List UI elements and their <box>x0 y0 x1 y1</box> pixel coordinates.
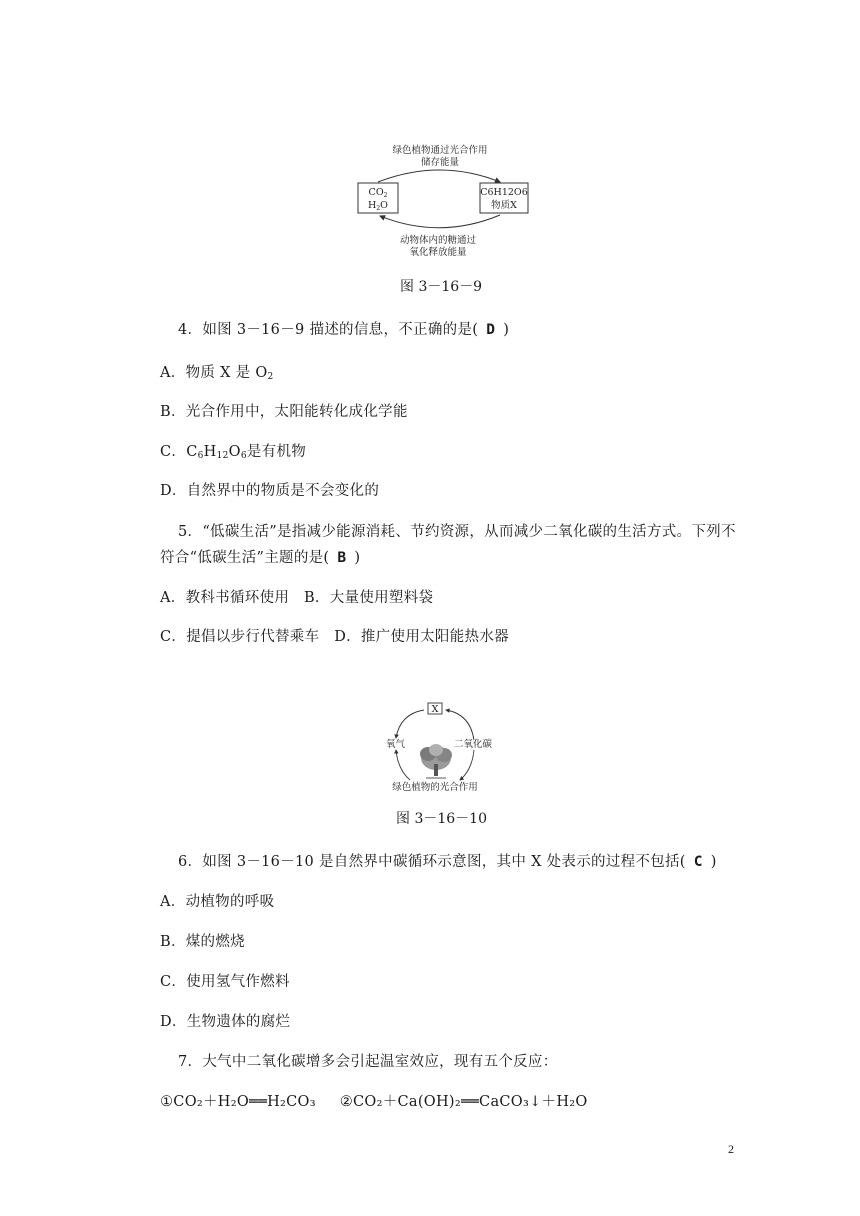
q4-option-b: B．光合作用中，太阳能转化成化学能 <box>160 404 408 420</box>
fig1-top-text-1: 绿色植物通过光合作用 <box>392 145 488 156</box>
fig1-top-arrow <box>378 170 500 182</box>
fig2-arc-bottom-left <box>396 750 410 780</box>
fig2-left-label: 氧气 <box>386 739 406 750</box>
page-number: 2 <box>728 1142 734 1156</box>
answer-q5: B <box>337 550 347 566</box>
question-5-stem-line2: 符合“低碳生活”主题的是( B ) <box>160 550 361 566</box>
fig2-arc-left <box>396 710 424 738</box>
reaction-2: ②CO₂＋Ca(OH)₂══CaCO₃↓＋H₂O <box>339 1094 588 1110</box>
energy-cycle-diagram <box>340 140 540 270</box>
svg-text:CO2: $CO_2$ <box>368 187 388 199</box>
fig2-bottom-label: 绿色植物的光合作用 <box>392 782 478 793</box>
question-5-stem-line1: 5．“低碳生活”是指减少能源消耗、节约资源，从而减少二氧化碳的生活方式。下列不 <box>178 524 736 540</box>
fig2-x-label: X <box>431 704 439 715</box>
q4-option-d: D．自然界中的物质是不会变化的 <box>160 483 380 499</box>
q4-option-a: A．物质 X 是 $O_2$ <box>160 365 274 382</box>
carbon-cycle-diagram <box>370 700 500 800</box>
fig2-arc-right <box>446 710 474 740</box>
fig1-bottom-text-1: 动物体内的糖通过 <box>399 235 477 246</box>
fig1-left-line1: CO <box>368 187 384 198</box>
fig1-right-line2: 物质X <box>491 200 517 211</box>
fig1-right-line1: C6H12O6 <box>480 187 528 198</box>
q6-option-c: C．使用氢气作燃料 <box>160 974 290 990</box>
q6-option-d: D．生物遗体的腐烂 <box>160 1014 291 1030</box>
fig1-bottom-text-2: 氧化释放能量 <box>409 247 467 258</box>
figure-caption-1: 图 3－16－9 <box>400 279 483 295</box>
fig1-bottom-arrow <box>380 215 500 228</box>
tree-icon <box>420 744 452 778</box>
svg-text:H2O: $H_2O$ <box>368 200 388 212</box>
question-7-stem: 7．大气中二氧化碳增多会引起温室效应，现有五个反应： <box>178 1054 558 1070</box>
figure-caption-2: 图 3－16－10 <box>396 811 487 827</box>
question-6-stem: 6．如图 3－16－10 是自然界中碳循环示意图，其中 X 处表示的过程不包括( C ) <box>178 854 717 870</box>
q4-option-c: C．$C_6H_{12}O_6$是有机物 <box>160 444 307 461</box>
answer-q6: C <box>693 854 703 870</box>
reaction-1: ①CO₂＋H₂O══H₂CO₃ <box>160 1094 316 1110</box>
q5-options-line2: C．提倡以步行代替乘车 D．推广使用太阳能热水器 <box>160 629 509 645</box>
fig1-left-line2: H <box>368 200 377 211</box>
fig2-right-label: 二氧化碳 <box>454 739 493 750</box>
q5-options-line1: A．教科书循环使用 B．大量使用塑料袋 <box>160 590 434 606</box>
question-4-stem: 4．如图 3－16－9 描述的信息，不正确的是( D ) <box>178 322 510 338</box>
q6-option-a: A．动植物的呼吸 <box>160 894 275 910</box>
answer-q4: D <box>486 322 496 338</box>
q7-reactions <box>160 1090 588 1111</box>
fig1-top-text-2: 储存能量 <box>420 157 460 168</box>
q6-option-b: B．煤的燃烧 <box>160 934 245 950</box>
fig2-arc-bottom-right <box>460 750 474 780</box>
